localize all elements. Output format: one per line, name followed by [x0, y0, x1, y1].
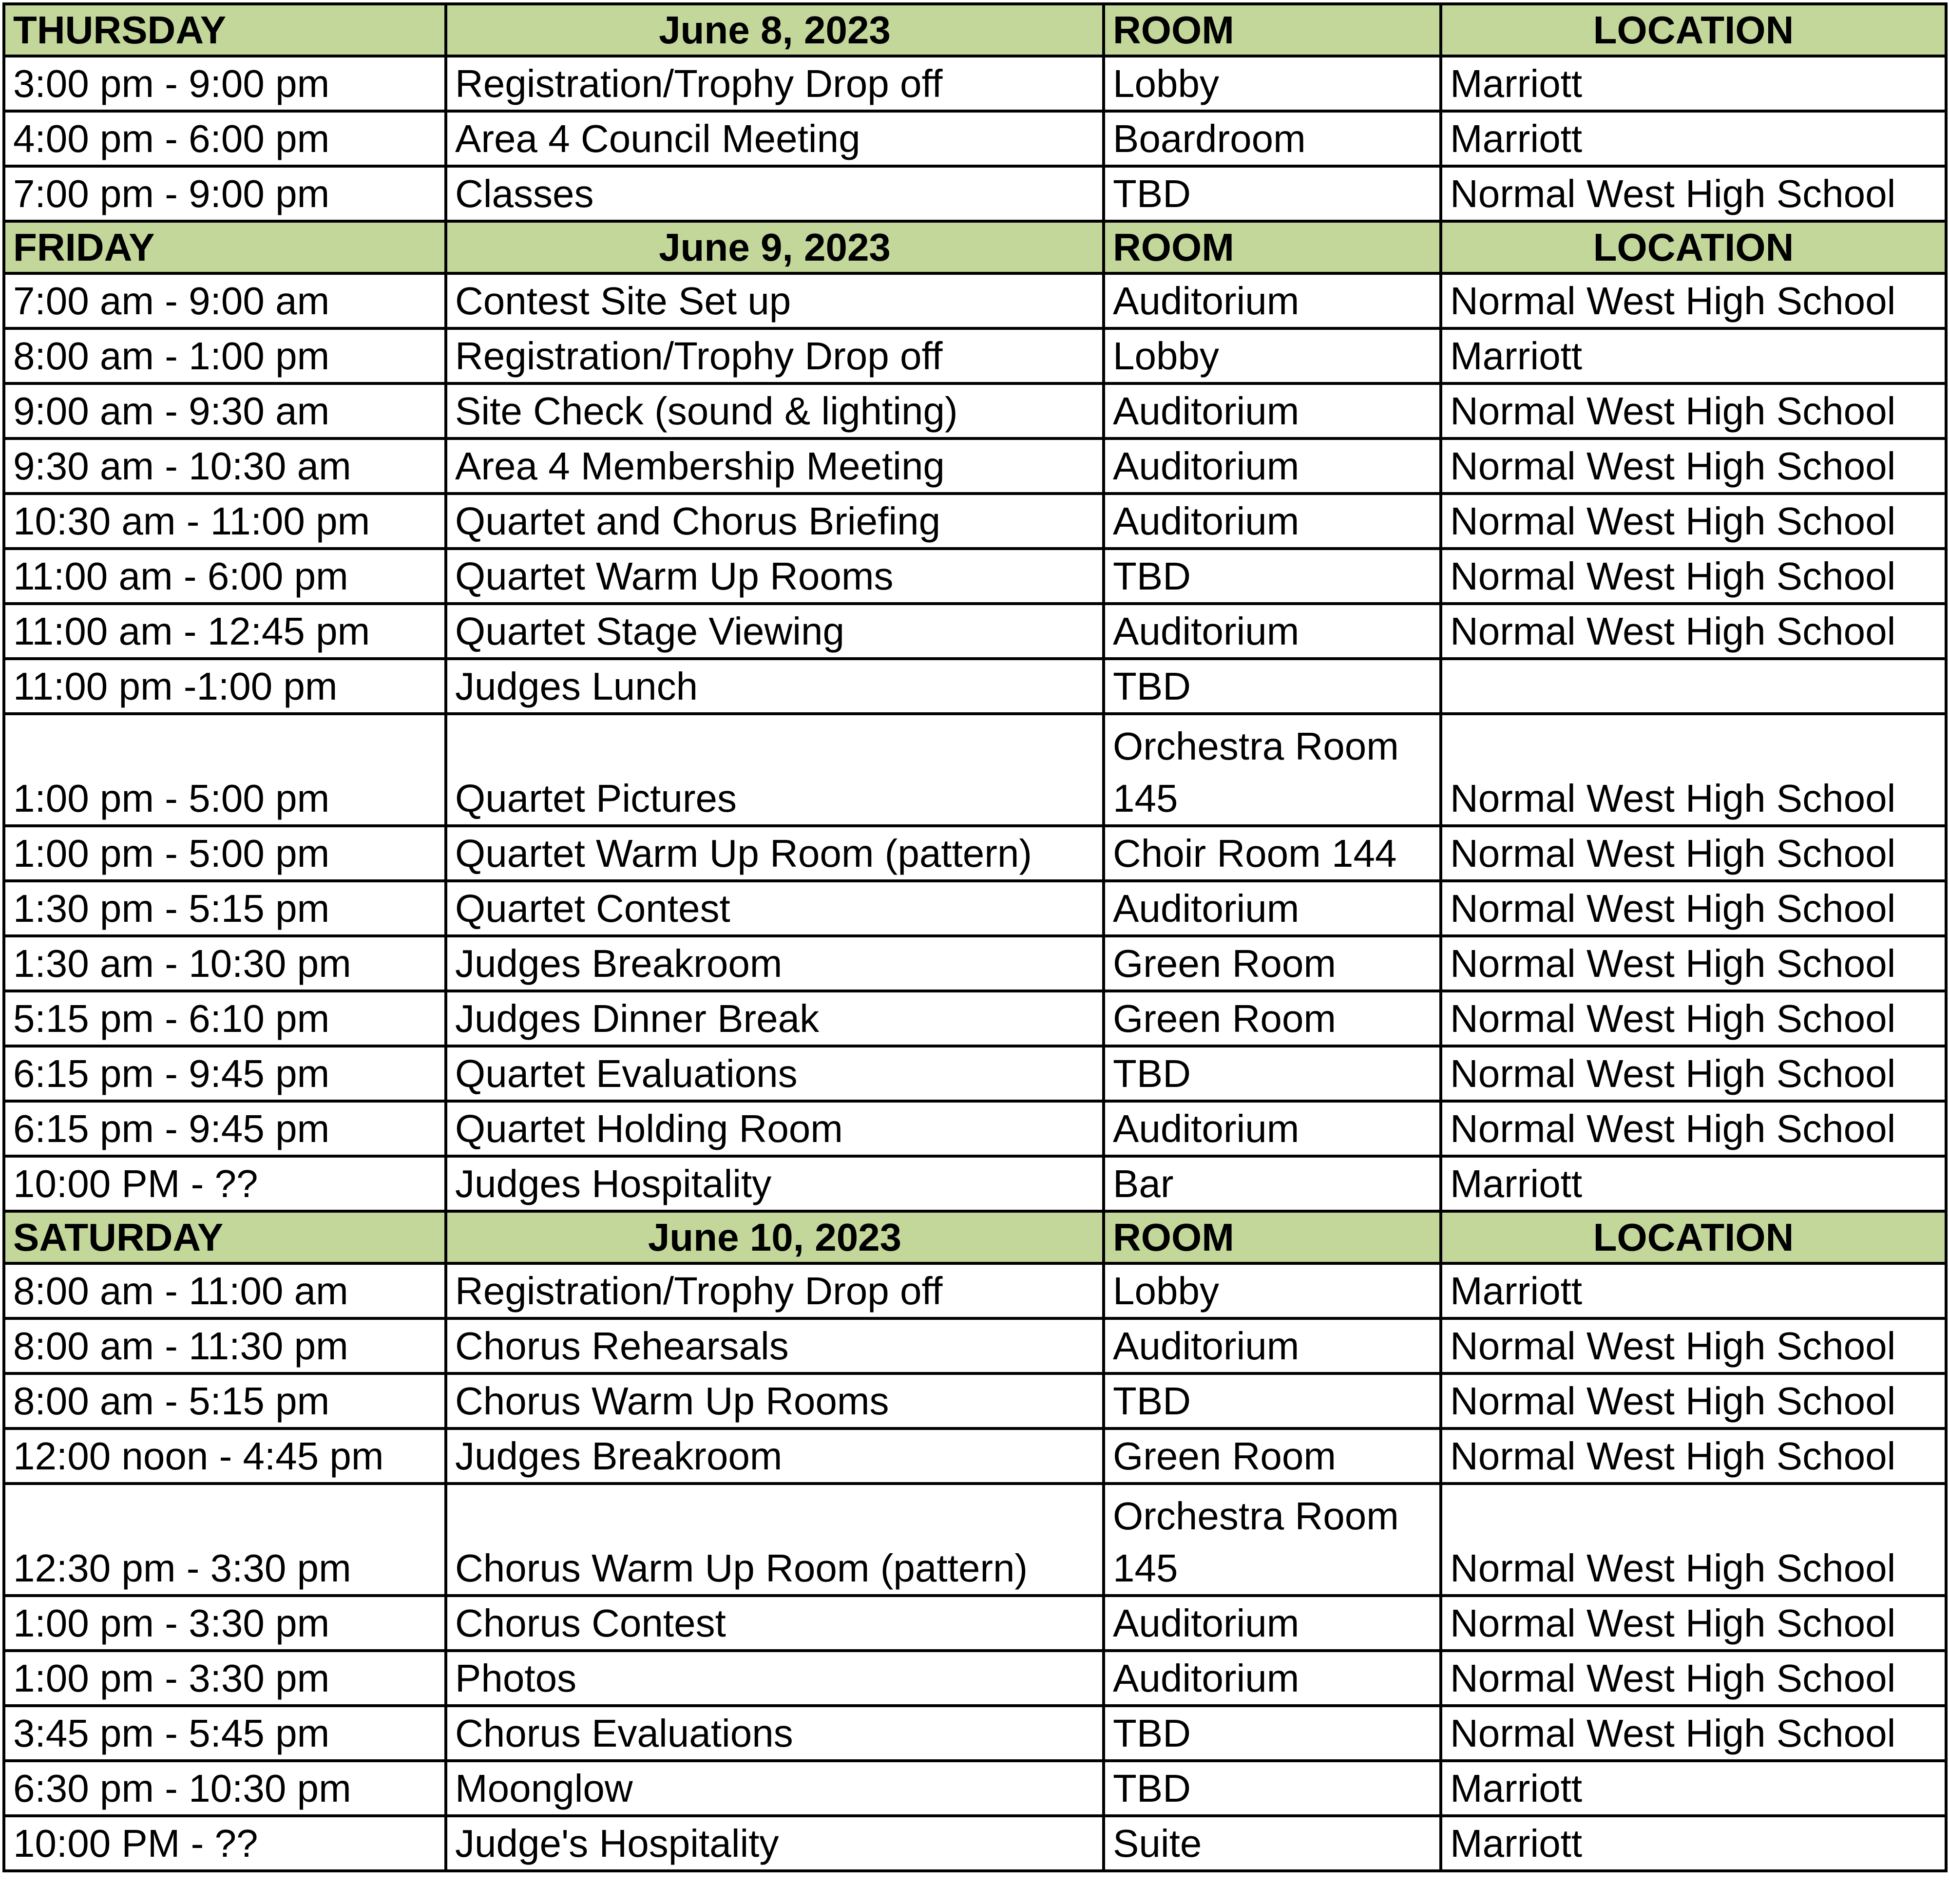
event-time: 8:00 am - 5:15 pm	[4, 1373, 446, 1428]
event-room	[1104, 714, 1441, 826]
event-time: 11:00 am - 12:45 pm	[4, 604, 446, 659]
event-location: Marriott	[1441, 1761, 1946, 1816]
event-time: 1:00 pm - 5:00 pm	[4, 826, 446, 881]
event-name: Chorus Contest	[446, 1596, 1104, 1651]
event-location: Normal West High School	[1441, 1046, 1946, 1101]
event-time: 11:00 pm -1:00 pm	[4, 659, 446, 714]
event-location: Normal West High School	[1441, 1706, 1946, 1761]
day-header-thursday	[4, 4, 1946, 56]
event-room: Auditorium	[1104, 1318, 1441, 1373]
event-name: Quartet Stage Viewing	[446, 604, 1104, 659]
schedule-row	[4, 1263, 1946, 1318]
day-name: FRIDAY	[4, 221, 446, 273]
schedule-row	[4, 273, 1946, 328]
event-name: Judges Dinner Break	[446, 991, 1104, 1046]
event-location: Normal West High School	[1441, 438, 1946, 494]
event-location: Normal West High School	[1441, 936, 1946, 991]
event-time: 9:30 am - 10:30 am	[4, 438, 446, 494]
schedule-row	[4, 881, 1946, 936]
event-name: Chorus Rehearsals	[446, 1318, 1104, 1373]
event-time: 11:00 am - 6:00 pm	[4, 549, 446, 604]
schedule-row	[4, 991, 1946, 1046]
event-room: TBD	[1104, 166, 1441, 221]
event-name: Judge's Hospitality	[446, 1816, 1104, 1871]
event-room: Auditorium	[1104, 1651, 1441, 1706]
schedule-row	[4, 1706, 1946, 1761]
event-time: 7:00 am - 9:00 am	[4, 273, 446, 328]
event-room: Green Room	[1104, 1428, 1441, 1484]
schedule-row	[4, 111, 1946, 166]
event-location: Marriott	[1441, 328, 1946, 383]
event-room: TBD	[1104, 659, 1441, 714]
schedule-row	[4, 659, 1946, 714]
event-location: Marriott	[1441, 111, 1946, 166]
event-time: 8:00 am - 11:00 am	[4, 1263, 446, 1318]
event-name: Chorus Warm Up Rooms	[446, 1373, 1104, 1428]
event-location: Normal West High School	[1441, 991, 1946, 1046]
event-name: Contest Site Set up	[446, 273, 1104, 328]
event-room: Auditorium	[1104, 604, 1441, 659]
schedule-row	[4, 383, 1946, 438]
event-name: Registration/Trophy Drop off	[446, 1263, 1104, 1318]
event-room: TBD	[1104, 1706, 1441, 1761]
event-location: Normal West High School	[1441, 1101, 1946, 1156]
event-name: Quartet Warm Up Room (pattern)	[446, 826, 1104, 881]
schedule-row	[4, 56, 1946, 111]
event-room: Lobby	[1104, 1263, 1441, 1318]
event-name: Judges Lunch	[446, 659, 1104, 714]
event-location: Normal West High School	[1441, 1428, 1946, 1484]
event-location: Normal West High School	[1441, 714, 1946, 826]
event-location: Normal West High School	[1441, 494, 1946, 549]
event-time: 1:30 pm - 5:15 pm	[4, 881, 446, 936]
event-name: Site Check (sound & lighting)	[446, 383, 1104, 438]
event-room: Auditorium	[1104, 273, 1441, 328]
event-time: 1:00 pm - 3:30 pm	[4, 1651, 446, 1706]
event-name: Quartet Pictures	[446, 714, 1104, 826]
event-location: Normal West High School	[1441, 383, 1946, 438]
event-time: 6:15 pm - 9:45 pm	[4, 1101, 446, 1156]
event-location: Marriott	[1441, 56, 1946, 111]
event-time: 4:00 pm - 6:00 pm	[4, 111, 446, 166]
schedule-row	[4, 1651, 1946, 1706]
event-name: Judges Hospitality	[446, 1156, 1104, 1211]
day-name: THURSDAY	[4, 4, 446, 56]
schedule-row	[4, 1428, 1946, 1484]
event-room: Choir Room 144	[1104, 826, 1441, 881]
schedule-row	[4, 826, 1946, 881]
event-time: 10:00 PM - ??	[4, 1816, 446, 1871]
event-name: Registration/Trophy Drop off	[446, 328, 1104, 383]
location-column-header: LOCATION	[1441, 221, 1946, 273]
event-name: Chorus Evaluations	[446, 1706, 1104, 1761]
event-location: Normal West High School	[1441, 1596, 1946, 1651]
day-date: June 8, 2023	[446, 4, 1104, 56]
day-header-saturday	[4, 1211, 1946, 1263]
schedule-row	[4, 936, 1946, 991]
event-location: Normal West High School	[1441, 166, 1946, 221]
event-location	[1441, 659, 1946, 714]
event-name: Quartet Holding Room	[446, 1101, 1104, 1156]
event-room: Lobby	[1104, 56, 1441, 111]
event-room: TBD	[1104, 549, 1441, 604]
event-name: Classes	[446, 166, 1104, 221]
event-room: Lobby	[1104, 328, 1441, 383]
event-room: TBD	[1104, 1373, 1441, 1428]
event-room: Auditorium	[1104, 881, 1441, 936]
event-time: 8:00 am - 1:00 pm	[4, 328, 446, 383]
event-location: Normal West High School	[1441, 881, 1946, 936]
schedule-row	[4, 1761, 1946, 1816]
event-time: 3:00 pm - 9:00 pm	[4, 56, 446, 111]
event-name: Moonglow	[446, 1761, 1104, 1816]
event-location: Normal West High School	[1441, 1651, 1946, 1706]
schedule-row	[4, 1373, 1946, 1428]
room-column-header: ROOM	[1104, 4, 1441, 56]
event-room-text: Orchestra Room 145	[1113, 1494, 1399, 1590]
event-room: Auditorium	[1104, 494, 1441, 549]
event-location: Normal West High School	[1441, 273, 1946, 328]
schedule-row	[4, 549, 1946, 604]
schedule-row	[4, 1156, 1946, 1211]
schedule-row	[4, 438, 1946, 494]
schedule-row	[4, 494, 1946, 549]
event-room: Bar	[1104, 1156, 1441, 1211]
event-time: 12:30 pm - 3:30 pm	[4, 1484, 446, 1596]
event-time: 12:00 noon - 4:45 pm	[4, 1428, 446, 1484]
room-column-header: ROOM	[1104, 221, 1441, 273]
event-room-text: Orchestra Room 145	[1113, 724, 1399, 820]
event-name: Area 4 Council Meeting	[446, 111, 1104, 166]
event-room: Green Room	[1104, 991, 1441, 1046]
event-room: Green Room	[1104, 936, 1441, 991]
event-time: 6:15 pm - 9:45 pm	[4, 1046, 446, 1101]
event-time: 1:00 pm - 3:30 pm	[4, 1596, 446, 1651]
location-column-header: LOCATION	[1441, 4, 1946, 56]
event-name: Area 4 Membership Meeting	[446, 438, 1104, 494]
event-room: TBD	[1104, 1046, 1441, 1101]
event-name: Chorus Warm Up Room (pattern)	[446, 1484, 1104, 1596]
schedule-row	[4, 1318, 1946, 1373]
event-room: Auditorium	[1104, 1596, 1441, 1651]
event-name: Photos	[446, 1651, 1104, 1706]
event-time: 3:45 pm - 5:45 pm	[4, 1706, 446, 1761]
event-location: Normal West High School	[1441, 826, 1946, 881]
event-name: Registration/Trophy Drop off	[446, 56, 1104, 111]
event-name: Quartet Evaluations	[446, 1046, 1104, 1101]
schedule-row	[4, 328, 1946, 383]
event-location: Normal West High School	[1441, 1318, 1946, 1373]
event-room: Auditorium	[1104, 383, 1441, 438]
event-location: Marriott	[1441, 1816, 1946, 1871]
event-location: Normal West High School	[1441, 549, 1946, 604]
schedule-row	[4, 1046, 1946, 1101]
event-location: Marriott	[1441, 1263, 1946, 1318]
schedule-row	[4, 166, 1946, 221]
event-time: 10:30 am - 11:00 pm	[4, 494, 446, 549]
event-time: 1:30 am - 10:30 pm	[4, 936, 446, 991]
event-name: Quartet Contest	[446, 881, 1104, 936]
schedule-row	[4, 604, 1946, 659]
event-room: Boardroom	[1104, 111, 1441, 166]
event-time: 8:00 am - 11:30 pm	[4, 1318, 446, 1373]
schedule-row	[4, 1484, 1946, 1596]
event-room: TBD	[1104, 1761, 1441, 1816]
event-time: 7:00 pm - 9:00 pm	[4, 166, 446, 221]
event-time: 5:15 pm - 6:10 pm	[4, 991, 446, 1046]
location-column-header: LOCATION	[1441, 1211, 1946, 1263]
schedule-row	[4, 1596, 1946, 1651]
event-time: 6:30 pm - 10:30 pm	[4, 1761, 446, 1816]
day-header-friday	[4, 221, 1946, 273]
event-name: Judges Breakroom	[446, 936, 1104, 991]
event-name: Quartet Warm Up Rooms	[446, 549, 1104, 604]
event-time: 9:00 am - 9:30 am	[4, 383, 446, 438]
event-time: 10:00 PM - ??	[4, 1156, 446, 1211]
event-location: Marriott	[1441, 1156, 1946, 1211]
event-name: Judges Breakroom	[446, 1428, 1104, 1484]
event-room	[1104, 1484, 1441, 1596]
event-location: Normal West High School	[1441, 1373, 1946, 1428]
schedule-body	[4, 4, 1946, 1871]
day-date: June 10, 2023	[446, 1211, 1104, 1263]
room-column-header: ROOM	[1104, 1211, 1441, 1263]
event-location: Normal West High School	[1441, 1484, 1946, 1596]
event-room: Auditorium	[1104, 1101, 1441, 1156]
day-date: June 9, 2023	[446, 221, 1104, 273]
schedule-table	[2, 2, 1948, 1872]
event-room: Suite	[1104, 1816, 1441, 1871]
event-time: 1:00 pm - 5:00 pm	[4, 714, 446, 826]
day-name: SATURDAY	[4, 1211, 446, 1263]
event-room: Auditorium	[1104, 438, 1441, 494]
schedule-row	[4, 1101, 1946, 1156]
event-name: Quartet and Chorus Briefing	[446, 494, 1104, 549]
schedule-row	[4, 714, 1946, 826]
event-location: Normal West High School	[1441, 604, 1946, 659]
schedule-row	[4, 1816, 1946, 1871]
